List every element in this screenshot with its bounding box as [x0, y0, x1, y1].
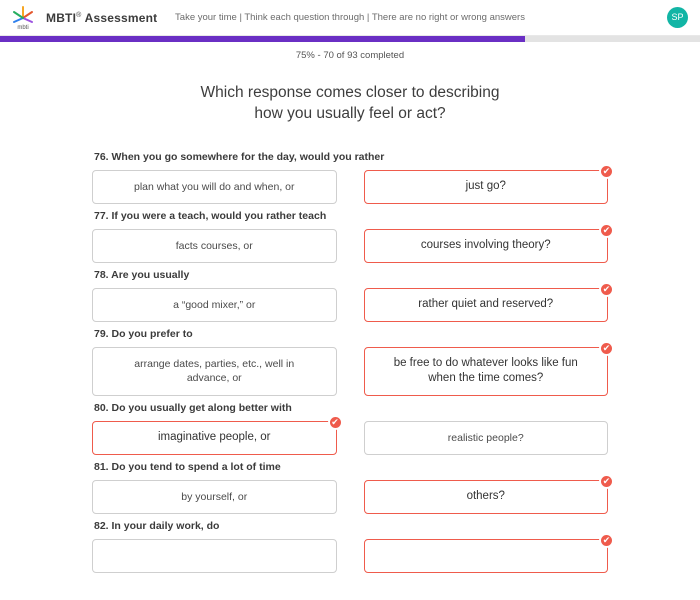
- question-text: 82. In your daily work, do: [94, 519, 220, 532]
- check-icon: ✔: [599, 533, 614, 548]
- option-left[interactable]: [92, 539, 337, 573]
- check-icon: ✔: [599, 223, 614, 238]
- question-item: [92, 327, 611, 396]
- mbti-logo-icon: [10, 5, 36, 31]
- question-text: 78. Are you usually: [94, 268, 190, 281]
- option-right[interactable]: [364, 165, 611, 204]
- option-row: [92, 475, 611, 514]
- progress-label: 75% - 70 of 93 completed: [295, 50, 405, 61]
- progress-bar-fill: [0, 36, 525, 42]
- option-right[interactable]: [364, 283, 611, 322]
- option-right[interactable]: [364, 224, 611, 263]
- prompt-line-1: Which response comes closer to describing: [200, 84, 500, 101]
- option-right[interactable]: [364, 475, 611, 514]
- option-label: facts courses, or: [175, 239, 253, 252]
- option-left[interactable]: [92, 229, 337, 263]
- question-text: 79. Do you prefer to: [94, 327, 193, 340]
- brand-name: MBTI: [46, 10, 77, 25]
- header-tagline: Take your time | Think each question through | There are no right or wrong answers: [175, 12, 525, 23]
- option-label: a “good mixer,” or: [173, 298, 256, 311]
- check-icon: ✔: [599, 341, 614, 356]
- question-text: 76. When you go somewhere for the day, would you rather: [94, 150, 385, 163]
- option-label: arrange dates, parties, etc., well in advance, or: [134, 358, 295, 385]
- option-left[interactable]: [92, 480, 337, 514]
- option-label: just go?: [465, 180, 506, 193]
- option-row: [92, 165, 611, 204]
- brand-registered-mark: ®: [76, 11, 82, 19]
- option-label: rather quiet and reserved?: [418, 298, 554, 311]
- question-list: [0, 151, 700, 573]
- question-item: [92, 150, 611, 204]
- option-left[interactable]: [92, 416, 339, 455]
- option-label: others?: [466, 490, 505, 503]
- check-icon: ✔: [599, 282, 614, 297]
- option-left[interactable]: [92, 288, 337, 322]
- question-text: 81. Do you tend to spend a lot of time: [94, 460, 281, 473]
- question-item: [92, 209, 611, 263]
- page-title: [0, 83, 700, 125]
- avatar[interactable]: SP: [667, 7, 688, 28]
- option-left[interactable]: [92, 347, 337, 396]
- question-item: [92, 519, 611, 573]
- brand-title: [46, 11, 157, 25]
- check-icon: ✔: [328, 415, 343, 430]
- option-label: imaginative people, or: [157, 431, 271, 444]
- check-icon: ✔: [599, 164, 614, 179]
- question-item: [92, 402, 608, 455]
- question-text: 80. Do you usually get along better with: [94, 401, 292, 414]
- option-row: [92, 283, 611, 322]
- option-label: plan what you will do and when, or: [133, 180, 295, 193]
- option-right[interactable]: [364, 421, 609, 455]
- logo-container: [0, 5, 46, 31]
- app-header: [0, 0, 700, 36]
- prompt-line-2: how you usually feel or act?: [254, 104, 446, 122]
- option-right[interactable]: [364, 534, 611, 573]
- question-item: [92, 460, 611, 514]
- option-row: [92, 224, 611, 263]
- check-icon: ✔: [599, 474, 614, 489]
- option-left[interactable]: [92, 170, 337, 204]
- option-row: [92, 416, 608, 455]
- option-row: [92, 342, 611, 396]
- option-label: realistic people?: [447, 431, 524, 444]
- option-row: [92, 534, 611, 573]
- question-item: [92, 268, 611, 322]
- option-label: be free to do whatever looks like fun when the time comes?: [393, 356, 578, 385]
- progress-bar-track: [0, 36, 700, 42]
- svg-text:mbti: mbti: [17, 24, 29, 31]
- option-label: by yourself, or: [181, 490, 248, 503]
- question-text: 77. If you were a teach, would you rather teach: [94, 209, 327, 222]
- brand-suffix: Assessment: [81, 10, 158, 25]
- option-label: courses involving theory?: [420, 239, 551, 252]
- option-right[interactable]: [364, 342, 611, 396]
